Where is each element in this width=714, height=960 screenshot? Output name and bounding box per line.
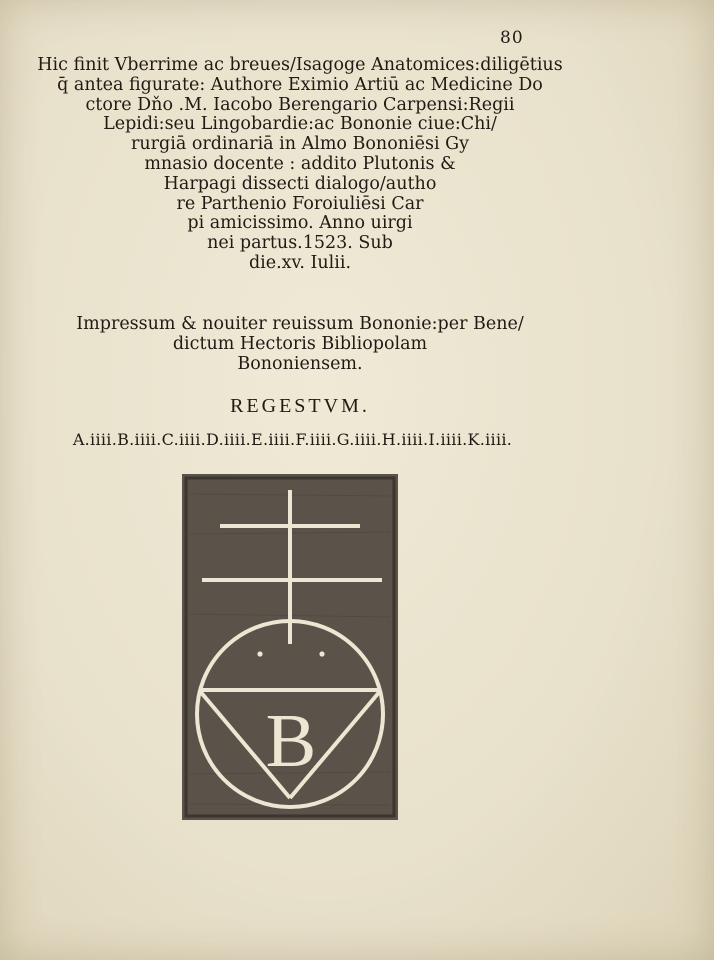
colophon-line: Hic finit Vberrime ac breues/Isagoge Anatomices:diligētius <box>37 55 563 75</box>
colophon-line: Lepidi:seu Lingobardie:ac Bononie ciue:Chi/ <box>103 114 497 135</box>
colophon-line: ctore Dňo .M. Iacobo Berengario Carpensi:Regii <box>85 94 515 115</box>
register-title: REGESTVM. <box>230 395 370 417</box>
colophon-line: q̄ antea figurate: Authore Eximio Artiū ac Medicine Do <box>57 74 543 95</box>
imprint-line: dictum Hectoris Bibliopolam <box>172 334 428 354</box>
printer-initial: B <box>265 699 317 783</box>
printer-mark <box>182 474 398 820</box>
colophon-line: mnasio docente : addito Plutonis & <box>144 153 456 174</box>
imprint-line: Bononiensem. <box>237 354 363 374</box>
colophon-line: rurgiā ordinariā in Almo Bononiēsi Gy <box>131 134 469 155</box>
imprint-line: Impressum & nouiter reuissum Bononie:per Bene/ <box>76 314 524 334</box>
colophon-line: nei partus.1523. Sub <box>207 233 393 254</box>
imprint <box>0 314 600 374</box>
colophon-line: Harpagi dissecti dialogo/autho <box>163 173 437 194</box>
colophon <box>0 56 600 274</box>
colophon-line: pi amicissimo. Anno uirgi <box>187 213 413 234</box>
colophon-line: die.xv. Iulii. <box>248 252 352 273</box>
colophon-line: re Parthenio Foroiuliēsi Car <box>176 193 424 214</box>
folio-number: 80 <box>500 28 524 48</box>
register-signatures: A.iiii.B.iiii.C.iiii.D.iiii.E.iiii.F.iiii.G.iiii.H.iiii.I.iiii.K.iiii. <box>72 430 513 449</box>
